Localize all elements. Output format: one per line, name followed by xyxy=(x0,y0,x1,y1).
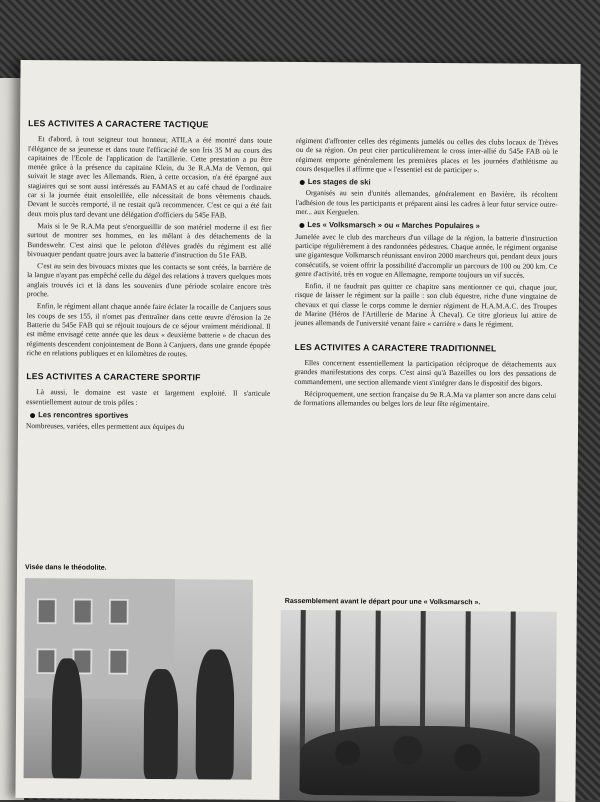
paragraph: Nombreuses, variées, elles permettent aux équipes du xyxy=(25,421,185,432)
heading-tactique: LES ACTIVITES A CARACTERE TACTIQUE xyxy=(28,118,209,130)
bullet-icon xyxy=(30,413,35,418)
paragraph: Là aussi, le domaine est vaste et largement exploité. Il s'articule essentiellement autour de trois pôles : xyxy=(26,387,271,407)
photo-volksmarsch xyxy=(279,610,556,802)
subheading-rencontres xyxy=(30,410,270,421)
heading-sportif: LES ACTIVITES A CARACTERE SPORTIF xyxy=(26,371,201,383)
subheading-label: Les stages de ski xyxy=(307,177,371,187)
paragraph: Mais si le 9e R.A.Ma peut s'enorgueillir de son matériel moderne il est fier surtout de montrer ses hommes, en les mêlant à des détachements de la Bundeswehr. C'est ainsi que le peloton d'élèves gradés du régiment est allé bivouaquer pendant quatre jours avec la batterie d'instruction du 51e FAB. xyxy=(27,221,272,260)
paragraph: Elles concernent essentiellement la participation réciproque de détachements aux grandes manifestations des corps. C'est ainsi qu'à Bazeilles ou lors des passations de commandement, une section allemande vient s'intégrer dans le dispositif des bigors. xyxy=(294,357,557,388)
soldier-figure xyxy=(52,658,83,778)
group-of-soldiers xyxy=(299,725,539,797)
left-column xyxy=(26,115,272,435)
subheading-label: Les « Volksmarsch » ou « Marches Populaires » xyxy=(307,220,480,231)
caption-left: Visée dans le théodolite. xyxy=(25,564,107,572)
soldier-figure xyxy=(144,669,179,779)
paragraph: Enfin, le régiment allant chaque année faire éclater la rocaille de Canjuers sous les coups de ses 155, il n'omet pas d'entraîner dans cette œuvre d'érosion la 2e Batterie du 545e FAB qui se réjouit toujours de ce séjour vraiment méridional. Il est même envisagé cette année que les deux « deuxième batterie » de chacun des régiments descendent conjointement de Bonn à Canjuers, dans une grande épopée riche en relations publiques et en kilomètres de routes. xyxy=(26,301,271,359)
subheading-ski xyxy=(300,177,558,188)
paragraph: Réciproquement, une section française du 9e R.A.Ma va planter son ancre dans celui de formations allemandes ou belges lors de leur fête régimentaire. xyxy=(294,388,557,409)
paragraph: régiment d'affronter celles des régiments jumelés ou celles des clubs locaux de Trèves ou de sa région. On peut citer particulièrement le cross inter-allié du 545e FAB où le régiment emporte généralement les premières places et les journées d'athlétisme au cours desquelles il affirme que « l'essentiel est de participer ». xyxy=(295,135,559,175)
paragraph: Et d'abord, à tout seigneur tout honneur, ATILA a été montré dans toute l'élégance de sa jeunesse et dans toute l'efficacité de son Iris 35 M au cours des capitaines de l'Ecole de l'application de l'artillerie. Cette prestation a pu être menée grâce à la présence du capitaine Klein, du 3e R.A.Ma de Vernon, qui suivait le stage avec les Allemands. Rien, à cette occasion, n'a été épargné aux stagiaires qui se sont aussi intéressés au FAMAS et au café chaud de l'ordinaire car si la journée était ensoleillée, elle nécessitait de bons vêtements chauds. Devant le succès remporté, il ne restait qu'à recommencer. C'est ce qui a été fait deux mois plus tard devant une délégation d'officiers du 545e FAB. xyxy=(27,134,273,220)
bullet-icon xyxy=(299,223,304,228)
right-column xyxy=(294,136,558,412)
subheading-volksmarsch xyxy=(299,220,557,231)
paragraph: Jumelée avec le club des marcheurs d'un village de la région, la batterie d'instruction participe régulièrement à des randonnées pédestres. Chaque année, le régiment organise une gigantesque Volkmarsch réunissant environ 2000 marcheurs qui, pendant deux jours consécutifs, se voient offrir la possibilité d'accomplir un parcours de 100 ou 200 km. Ce genre d'activité, très en vogue en Allemagne, remporte toujours un vif succès. xyxy=(295,231,558,280)
paragraph: C'est au sein des bivouacs mixtes que les contacts se sont créés, la barrière de la langue n'ayant pas empêché celle du dégel des relations à travers quelques mots anglais trouvés ici et là dans les souvenirs d'une période scolaire encore très proche. xyxy=(26,261,272,299)
magazine-page xyxy=(15,60,580,802)
subheading-label: Les rencontres sportives xyxy=(38,410,129,420)
photo-theodolite xyxy=(24,578,253,780)
paragraph: Enfin, il ne faudrait pas quitter ce chapitre sans mentionner ce qui, chaque jour, risque de laisser le régiment sur la paille : son club équestre, riche d'une vingtaine de chevaux et qui classe le corps comme le dernier régiment de H.A.M.A.C. des Troupes de Marine (Héros de l'Artillerie de Marine À Cheval). Ce titre glorieux lui attire de jeunes allemands de l'université venant faire « carrière » dans le régiment. xyxy=(294,281,558,329)
caption-right: Rassemblement avant le départ pour une « Volksmarsch ». xyxy=(284,597,481,607)
paragraph: Organisés au sein d'unités allemandes, généralement en Bavière, ils récoltent l'adhésion de tous les participants et préparent ainsi les cadres à leur futur service outre-mer... aux Kerguelen. xyxy=(295,188,558,217)
soldier-figure xyxy=(196,649,235,779)
heading-traditionnel: LES ACTIVITES A CARACTERE TRADITIONNEL xyxy=(294,341,497,354)
bullet-icon xyxy=(300,180,305,185)
